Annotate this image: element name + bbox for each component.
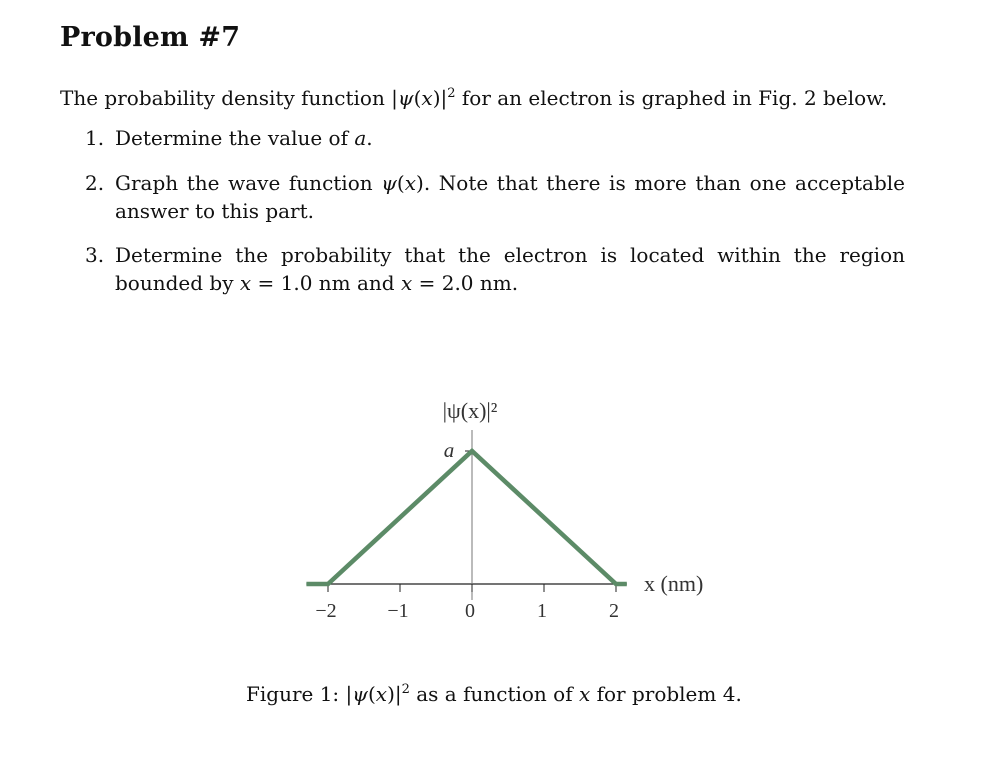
question-3-number: 3. bbox=[85, 243, 105, 267]
intro-close: )| bbox=[432, 86, 448, 110]
question-2-var: ψ bbox=[381, 171, 397, 195]
caption-exponent: 2 bbox=[401, 682, 410, 697]
intro-paren: ( bbox=[413, 86, 422, 110]
caption-mid: as a function of bbox=[409, 682, 579, 706]
density-curve-series-1 bbox=[306, 451, 626, 584]
problem-title: Problem #7 bbox=[60, 22, 241, 53]
intro-post: for an electron is graphed in Fig. 2 below. bbox=[455, 86, 888, 110]
question-3-post: = 2.0 nm. bbox=[412, 271, 519, 295]
x-tick-label: 0 bbox=[465, 600, 475, 622]
caption-pre: Figure 1: | bbox=[246, 682, 353, 706]
question-3-mid: = 1.0 nm and bbox=[251, 271, 401, 295]
caption-paren: ( bbox=[367, 682, 376, 706]
y-peak-label: a bbox=[443, 438, 455, 462]
question-3-var: x bbox=[239, 271, 252, 295]
question-3-var2: x bbox=[400, 271, 413, 295]
x-axis-label: x (nm) bbox=[644, 571, 704, 596]
intro-x: x bbox=[421, 86, 433, 110]
intro-pre: The probability density function | bbox=[60, 86, 398, 110]
y-axis-label: |ψ(x)|² bbox=[442, 398, 498, 423]
caption-close: )| bbox=[387, 682, 402, 706]
caption-var: x bbox=[578, 682, 591, 706]
x-tick-label: −2 bbox=[315, 600, 337, 622]
x-tick-label: 1 bbox=[537, 600, 547, 622]
question-2-post: ). Note that there is more than one acceptable answer to this part. bbox=[115, 171, 905, 223]
caption-x: x bbox=[375, 682, 388, 706]
question-1-var: a bbox=[354, 126, 367, 150]
question-2-mid: ( bbox=[396, 171, 405, 195]
caption-psi: ψ bbox=[352, 682, 368, 706]
intro-exponent: 2 bbox=[447, 86, 456, 101]
question-2-number: 2. bbox=[85, 171, 105, 195]
question-3-pre: Determine the probability that the electron is located within the region bounded by bbox=[115, 243, 905, 295]
caption-post: for problem 4. bbox=[590, 682, 742, 706]
question-1-number: 1. bbox=[85, 126, 105, 150]
question-2-pre: Graph the wave function bbox=[115, 171, 382, 195]
intro-psi: ψ bbox=[397, 86, 414, 110]
question-1-post: . bbox=[366, 126, 373, 150]
question-2-var2: x bbox=[404, 171, 417, 195]
x-tick-label: 2 bbox=[609, 600, 619, 622]
x-tick-label: −1 bbox=[387, 600, 409, 622]
question-1-pre: Determine the value of bbox=[115, 126, 355, 150]
figure-caption bbox=[246, 676, 742, 708]
